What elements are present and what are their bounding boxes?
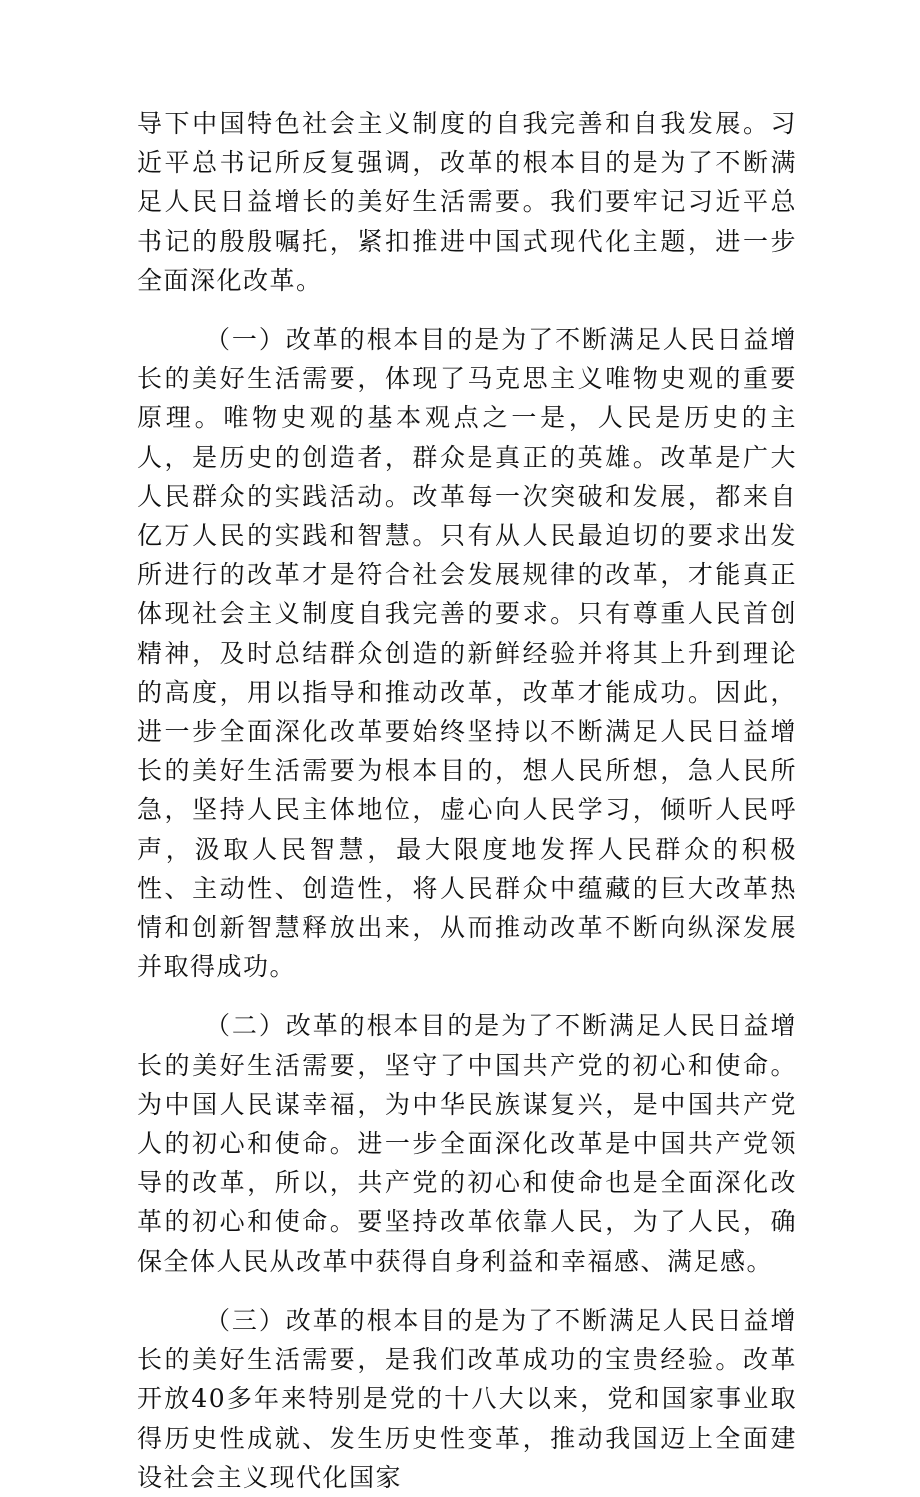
paragraph-section-3: （三）改革的根本目的是为了不断满足人民日益增长的美好生活需要，是我们改革成功的宝贵经验。改革开放40多年来特别是党的十八大以来，党和国家事业取得历史性成就、发生历史性变革，推动我国迈上全面建设社会主义现代化国家 [137,1305,797,1492]
paragraph-section-1: （一）改革的根本目的是为了不断满足人民日益增长的美好生活需要，体现了马克思主义唯物史观的重要原理。唯物史观的基本观点之一是，人民是历史的主人，是历史的创造者，群众是真正的英雄。改革是广大人民群众的实践活动。改革每一次突破和发展，都来自亿万人民的实践和智慧。只有从人民最迫切的要求出发所进行的改革才是符合社会发展规律的改革，才能真正体现社会主义制度自我完善的要求。只有尊重人民首创精神，及时总结群众创造的新鲜经验并将其上升到理论的高度，用以指导和推动改革，改革才能成功。因此，进一步全面深化改革要始终坚持以不断满足人民日益增长的美好生活需要为根本目的，想人民所想，急人民所急，坚持人民主体地位，虚心向人民学习，倾听人民呼声，汲取人民智慧，最大限度地发挥人民群众的积极性、主动性、创造性，将人民群众中蕴藏的巨大改革热情和创新智慧释放出来，从而推动改革不断向纵深发展并取得成功。 [137,325,797,982]
body-text [137,104,797,1497]
paragraph-section-2: （二）改革的根本目的是为了不断满足人民日益增长的美好生活需要，坚守了中国共产党的初心和使命。为中国人民谋幸福，为中华民族谋复兴，是中国共产党人的初心和使命。进一步全面深化改革是中国共产党领导的改革，所以，共产党的初心和使命也是全面深化改革的初心和使命。要坚持改革依靠人民，为了人民，确保全体人民从改革中获得自身利益和幸福感、满足感。 [137,1011,797,1276]
paragraph-intro: 导下中国特色社会主义制度的自我完善和自我发展。习近平总书记所反复强调，改革的根本目的是为了不断满足人民日益增长的美好生活需要。我们要牢记习近平总书记的殷殷嘱托，紧扣推进中国式现代化主题，进一步全面深化改革。 [137,109,797,295]
